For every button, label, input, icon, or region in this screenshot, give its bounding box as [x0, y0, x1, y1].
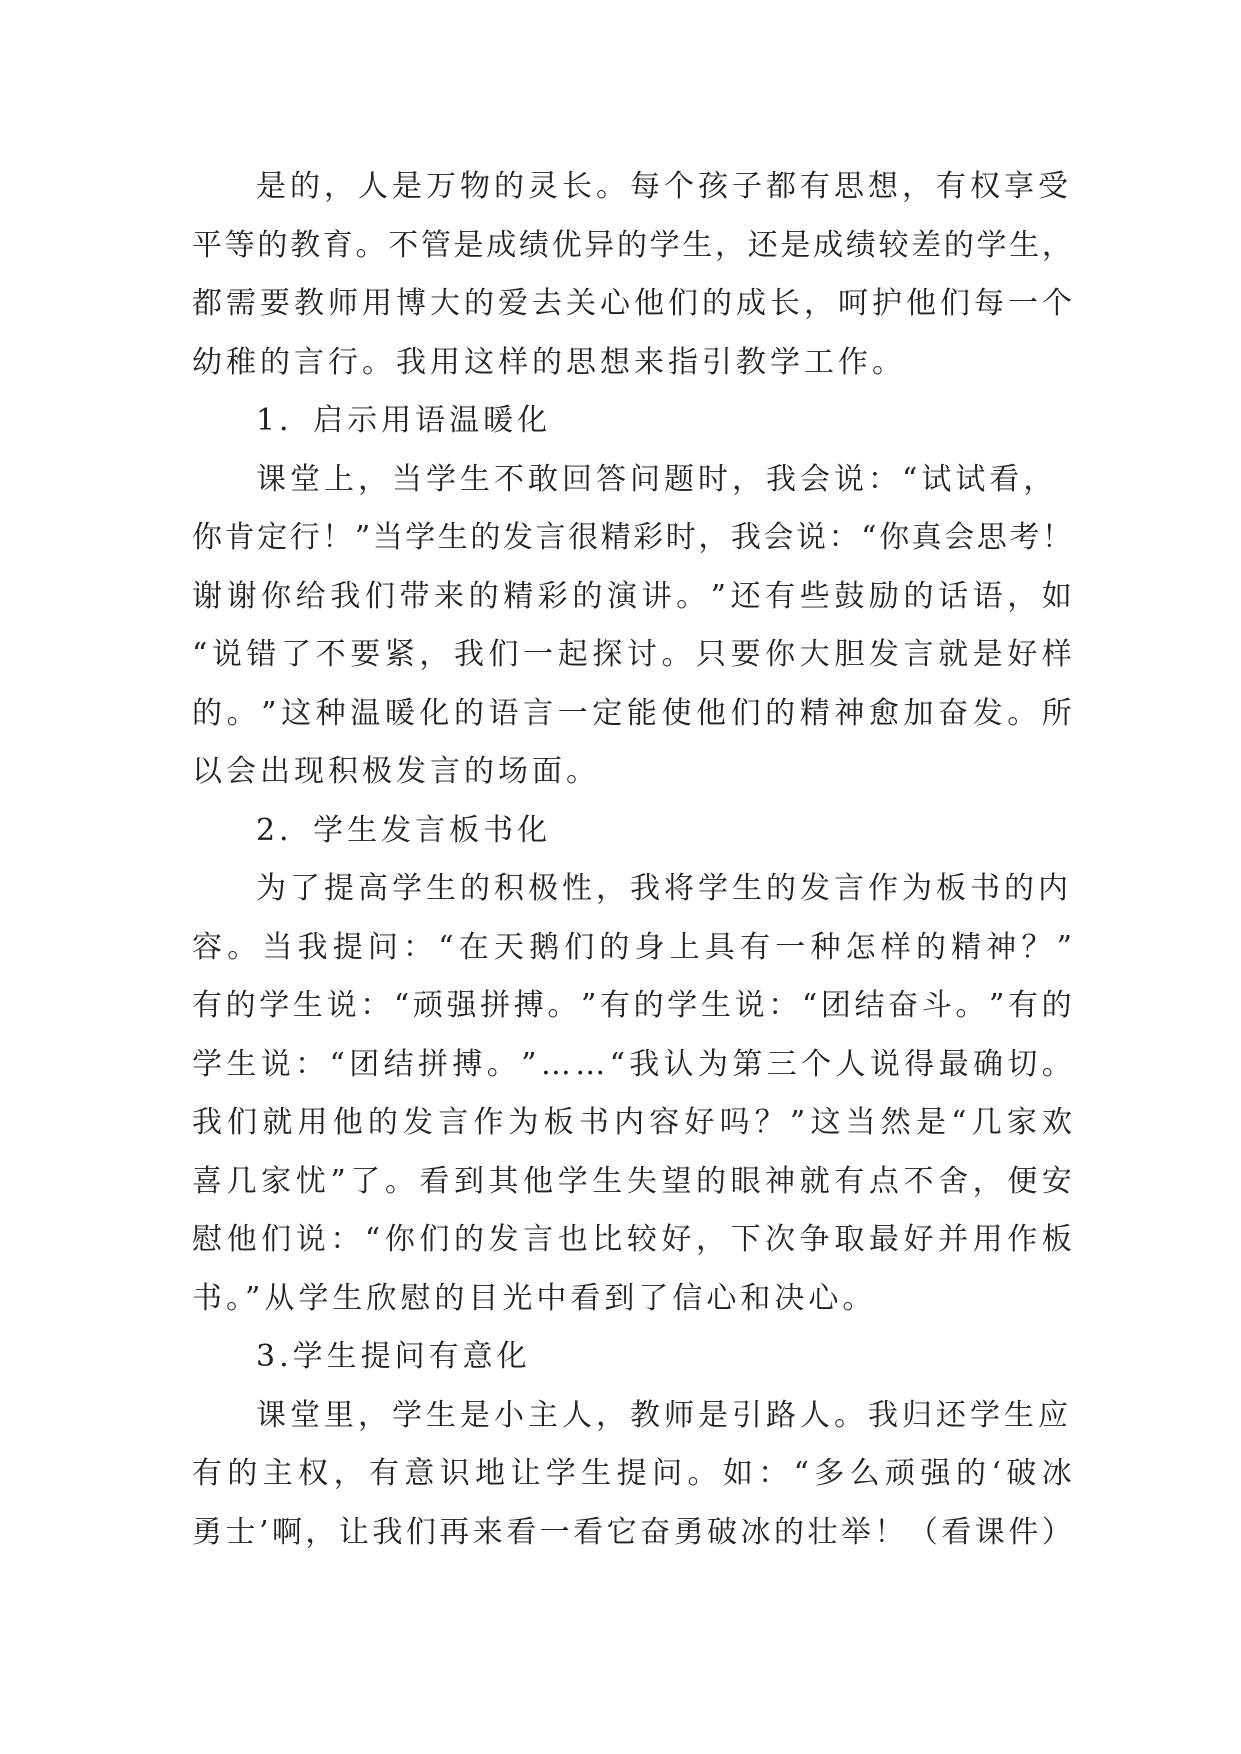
- paragraph-1-line-2: 平 等 的 教 育 。 不 管 是 成 绩 优 异 的 学 生 ， 还 是 成 绩 较 差 的 学 生 ，: [192, 227, 1072, 263]
- document-body: [192, 158, 1072, 1562]
- paragraph-4-line-2: 有 的 主 权 ， 有 意 识 地 让 学 生 提 问 。 如 ： “ 多 么 顽 强 的 ‘ 破 冰: [192, 1456, 1072, 1491]
- paragraph-2-line-6: 以会出现积极发言的场面。: [192, 754, 600, 789]
- paragraph-1-line-3: 都 需 要 教 师 用 博 大 的 爱 去 关 心 他 们 的 成 长 ， 呵 护 他 们 每 一 个: [192, 286, 1072, 321]
- paragraph-2-line-2: 你 肯 定 行 ！ ” 当 学 生 的 发 言 很 精 彩 时 ， 我 会 说 ： “ 你 真 会 思 考 ！: [192, 520, 1072, 555]
- paragraph-4-line-1: 课堂里，学生是小主人，教师是引路人。我归还学生应: [256, 1397, 1072, 1433]
- paragraph-3-line-5: 我 们 就 用 他 的 发 言 作 为 板 书 内 容 好 吗 ？ ” 这 当 然 是 “ 几 家 欢: [192, 1105, 1072, 1140]
- paragraph-3-line-4: 学 生 说 ： “ 团 结 拼 搏 。 ” … … “ 我 认 为 第 三 个 人 说 得 最 确 切 。: [192, 1046, 1072, 1082]
- paragraph-3-line-6: 喜 几 家 忧 ” 了 。 看 到 其 他 学 生 失 望 的 眼 神 就 有 点 不 舍 ， 便 安: [192, 1163, 1072, 1199]
- paragraph-1-line-4: 幼稚的言行。我用这样的思想来指引教学工作。: [192, 344, 906, 380]
- paragraph-2-line-3: 谢 谢 你 给 我 们 带 来 的 精 彩 的 演 讲 。 ” 还 有 些 鼓 励 的 话 语 ， 如: [192, 578, 1072, 614]
- paragraph-3-line-1: 为了提高学生的积极性，我将学生的发言作为板书的内: [256, 871, 1072, 906]
- paragraph-2-line-1: 课堂上，当学生不敢回答问题时，我会说：“试试看，: [256, 461, 1058, 497]
- paragraph-3-line-2: 容 。 当 我 提 问 ： “ 在 天 鹅 们 的 身 上 具 有 一 种 怎 样 的 精 神 ？ ”: [192, 929, 1072, 965]
- section-heading-3: 3.学生提问有意化: [256, 1339, 531, 1374]
- paragraph-3-line-8: 书。”从学生欣慰的目光中看到了信心和决心。: [192, 1280, 877, 1316]
- paragraph-2-line-4: “ 说 错 了 不 要 紧 ， 我 们 一 起 探 讨 。 只 要 你 大 胆 发 言 就 是 好 样: [192, 637, 1072, 672]
- paragraph-2-line-5: 的 。 ” 这 种 温 暖 化 的 语 言 一 定 能 使 他 们 的 精 神 愈 加 奋 发 。 所: [192, 695, 1072, 731]
- paragraph-4-line-3: 勇 士 ’ 啊 ， 让 我 们 再 来 看 一 看 它 奋 勇 破 冰 的 壮 举 ！ （ 看 课 件 ）: [192, 1514, 1072, 1550]
- paragraph-3-line-7: 慰 他 们 说 ： “ 你 们 的 发 言 也 比 较 好 ， 下 次 争 取 最 好 并 用 作 板: [192, 1222, 1072, 1257]
- paragraph-1-line-1: 是的，人是万物的灵长。每个孩子都有思想，有权享受: [256, 169, 1072, 204]
- section-heading-1: 1．启示用语温暖化: [256, 403, 552, 438]
- paragraph-3-line-3: 有 的 学 生 说 ： “ 顽 强 拼 搏 。 ” 有 的 学 生 说 ： “ 团 结 奋 斗 。 ” 有 的: [192, 988, 1072, 1023]
- section-heading-2: 2．学生发言板书化: [256, 812, 552, 848]
